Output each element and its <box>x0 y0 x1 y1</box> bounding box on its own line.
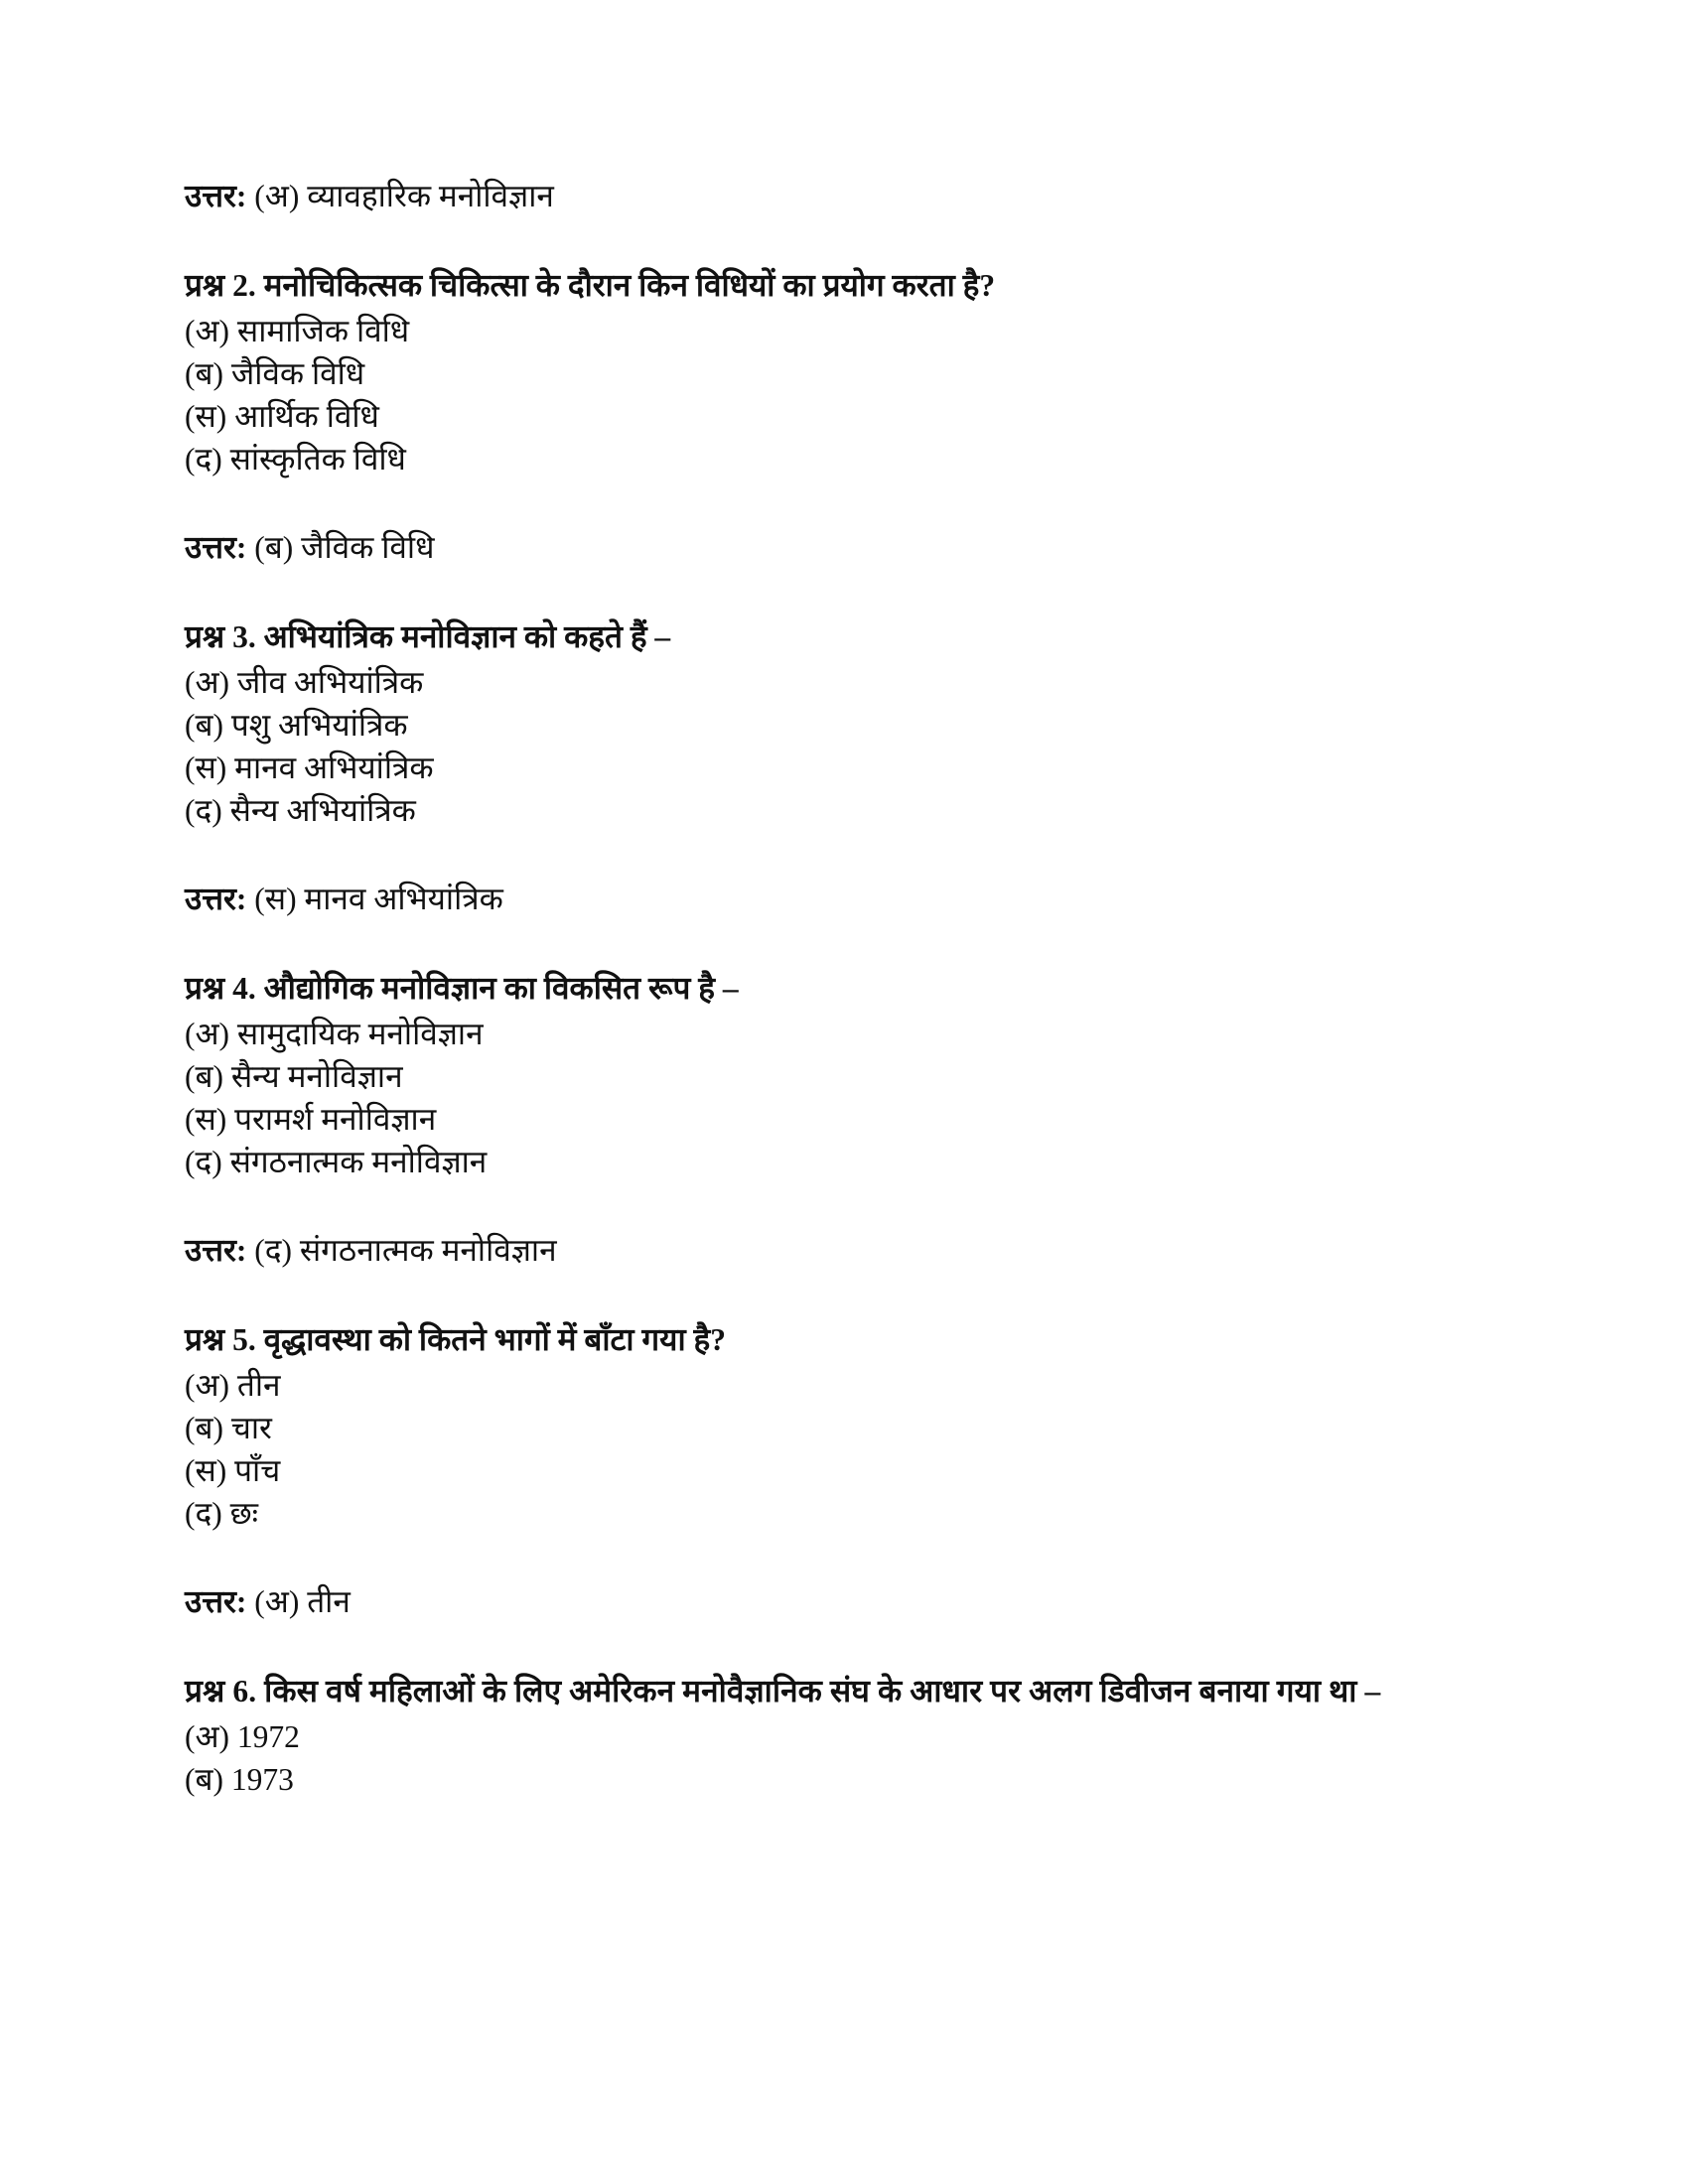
spacer <box>185 1535 1505 1579</box>
option-item[interactable]: (द) छः <box>185 1496 259 1531</box>
options-list-6 <box>185 1715 1505 1801</box>
question-heading-2: प्रश्न 2. मनोचिकित्सक चिकित्सा के दौरान किन विधियों का प्रयोग करता है? <box>185 268 996 303</box>
spacer <box>185 219 1505 263</box>
spacer <box>185 1183 1505 1228</box>
spacer <box>185 1625 1505 1669</box>
option-item[interactable]: (द) संगठनात्मक मनोविज्ञान <box>185 1145 488 1179</box>
question-heading-5: प्रश्न 5. वृद्धावस्था को कितने भागों में बाँटा गया है? <box>185 1322 726 1357</box>
question-heading-4: प्रश्न 4. औद्योगिक मनोविज्ञान का विकसित रूप है – <box>185 971 739 1006</box>
answer-line-intro <box>185 174 1505 219</box>
question-block-4 <box>185 966 1505 1274</box>
options-list-5 <box>185 1364 1505 1535</box>
spacer <box>185 1274 1505 1317</box>
option-item[interactable]: (अ) तीन <box>185 1368 281 1403</box>
spacer <box>185 571 1505 614</box>
option-item[interactable]: (स) पाँच <box>185 1453 281 1488</box>
answer-text: (द) संगठनात्मक मनोविज्ञान <box>254 1233 557 1268</box>
answer-text: (अ) व्यावहारिक मनोविज्ञान <box>254 179 554 213</box>
answer-text: (ब) जैविक विधि <box>254 530 435 565</box>
option-item[interactable]: (स) आर्थिक विधि <box>185 399 379 434</box>
option-item[interactable]: (ब) 1973 <box>185 1762 294 1797</box>
answer-label: उत्तर: <box>185 882 247 916</box>
answer-text: (स) मानव अभियांत्रिक <box>254 882 503 916</box>
answer-label: उत्तर: <box>185 530 247 565</box>
answer-line-2 <box>185 525 1505 571</box>
answer-text: (अ) तीन <box>254 1584 351 1619</box>
question-heading-6: प्रश्न 6. किस वर्ष महिलाओं के लिए अमेरिकन मनोवैज्ञानिक संघ के आधार पर अलग डिवीजन बनाया गया था – <box>185 1674 1381 1708</box>
document-body <box>185 174 1505 1801</box>
option-item[interactable]: (द) सैन्य अभियांत्रिक <box>185 793 416 828</box>
answer-label: उत्तर: <box>185 1584 247 1619</box>
option-item[interactable]: (अ) जीव अभियांत्रिक <box>185 665 424 700</box>
spacer <box>185 832 1505 877</box>
option-item[interactable]: (ब) जैविक विधि <box>185 356 365 391</box>
answer-line-5 <box>185 1579 1505 1625</box>
question-block-5 <box>185 1317 1505 1625</box>
answer-label: उत्तर: <box>185 179 247 213</box>
option-item[interactable]: (स) परामर्श मनोविज्ञान <box>185 1102 437 1137</box>
option-item[interactable]: (अ) 1972 <box>185 1719 300 1754</box>
spacer <box>185 480 1505 525</box>
answer-line-3 <box>185 877 1505 922</box>
options-list-3 <box>185 661 1505 832</box>
option-item[interactable]: (ब) चार <box>185 1411 272 1445</box>
question-block-6 <box>185 1669 1505 1801</box>
options-list-2 <box>185 310 1505 480</box>
option-item[interactable]: (ब) सैन्य मनोविज्ञान <box>185 1059 403 1094</box>
answer-line-4 <box>185 1228 1505 1274</box>
option-item[interactable]: (ब) पशु अभियांत्रिक <box>185 708 408 743</box>
question-heading-3: प्रश्न 3. अभियांत्रिक मनोविज्ञान को कहते हैं – <box>185 619 671 654</box>
option-item[interactable]: (अ) सामुदायिक मनोविज्ञान <box>185 1017 484 1051</box>
option-item[interactable]: (स) मानव अभियांत्रिक <box>185 751 434 785</box>
option-item[interactable]: (द) सांस्कृतिक विधि <box>185 442 406 477</box>
options-list-4 <box>185 1013 1505 1183</box>
spacer <box>185 922 1505 966</box>
question-block-2 <box>185 263 1505 571</box>
option-item[interactable]: (अ) सामाजिक विधि <box>185 314 410 348</box>
answer-label: उत्तर: <box>185 1233 247 1268</box>
question-block-3 <box>185 614 1505 922</box>
